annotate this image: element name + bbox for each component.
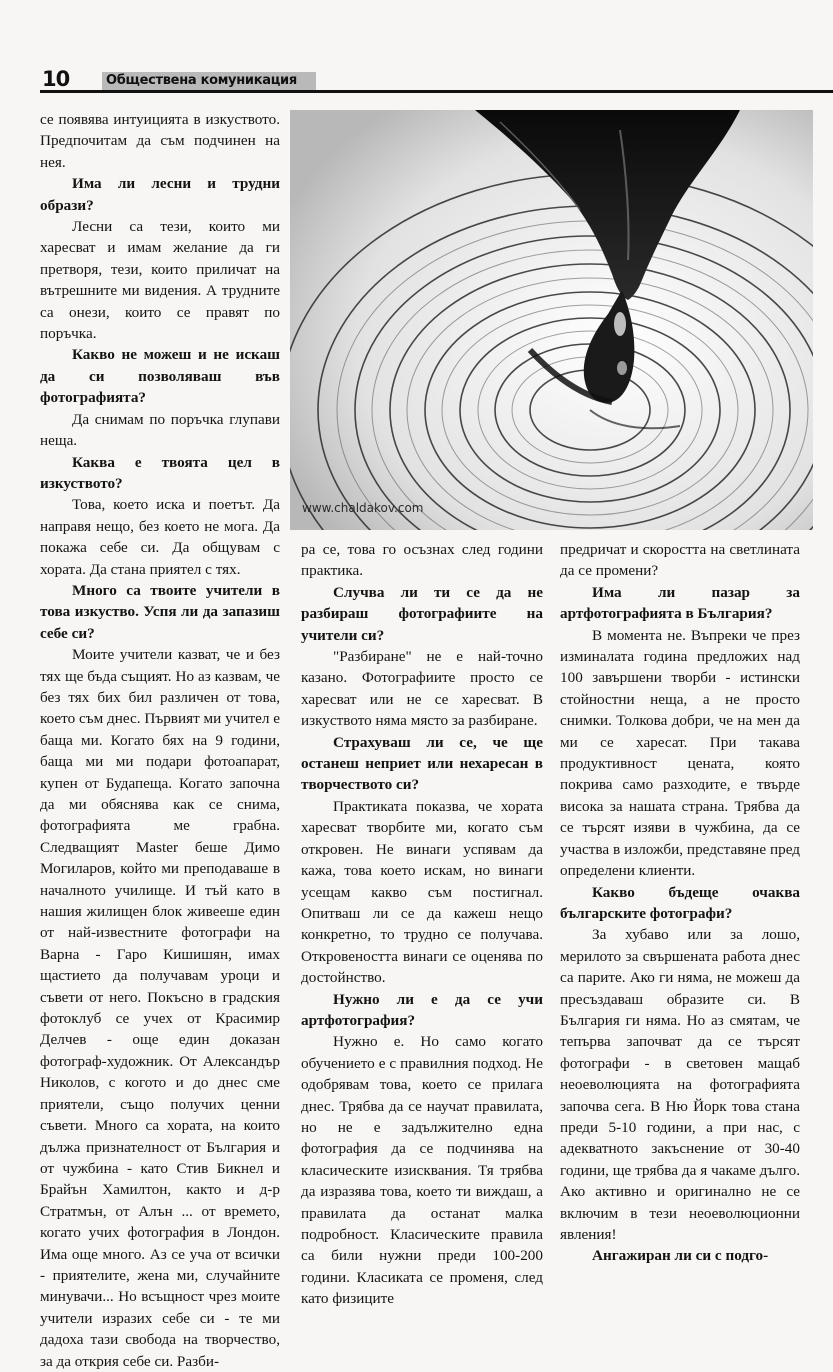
- interview-answer: Да снимам по поръчка глупави неща.: [40, 410, 280, 450]
- page-header: [40, 67, 833, 94]
- interview-answer: ра се, това го осъзнах след години практика.: [301, 541, 543, 580]
- interview-question: Страхуваш ли се, че ще останеш неприет или нехаресан в творчеството си?: [301, 733, 543, 794]
- interview-question: Случва ли ти се да не разбираш фотографиите на учители си?: [301, 583, 543, 644]
- interview-question: Има ли лесни и трудни образи?: [40, 175, 280, 214]
- article-column-3: [560, 539, 800, 1267]
- interview-answer: Практиката показва, че хората харесват творбите ми, когато съм откровен. Не винаги успявам да кажа, това което искам, но винаги усещам какво съм постигнал. Опитваш ли се да кажеш нещо конкретно, то трудно се получава. Откровеността винаги се оценява по достойнство.: [301, 797, 543, 987]
- interview-answer: За хубаво или за лошо, мерилото за свършената работа днес са парите. Ако ги няма, не можеш да пресъздаваш образите си. В България ги няма. Но аз смятам, че тепърва започват да се търсят фотографи - в световен мащаб неоеволюцията на фотографията започва сега. В Ню Йорк това стана преди 5-10 години, а при нас, с адекватното закъснение от 30-40 години, ще трябва да я чакаме дълго. Ако активно и оригинално не се включим в тези неоеволюционни явления!: [560, 926, 800, 1243]
- photo-credit: www.chaldakov.com: [302, 501, 424, 515]
- interview-answer: Това, което иска и поетът. Да направя нещо, без което не мога. Да покажа себе си. Да общувам с хората. Да стана приятел с тях.: [40, 496, 280, 578]
- interview-answer: "Разбиране" не е най-точно казано. Фотографиите просто се харесват или не се харесват. В изкуството няма място за разбиране.: [301, 648, 543, 730]
- section-title: Обществена комуникация: [106, 73, 297, 88]
- article-photo: [290, 110, 813, 530]
- interview-answer: Моите учители казват, че и без тях ще бъда същият. Но аз казвам, че без тях бих бил различен от това, което съм днес. Първият ми учител е баща ми. Когато бях на 9 години, баща ми ми подари фотоапарат, купен от Будапеща. Когато започна да ми обяснява как се снима, фотографията ме грабна. Следващият Master беше Димо Могиларов, който ми преподаваше в началното училище. И тъй като в нашия жилищен блок живееше един от най-известните фотографи на Варна - Гаро Кишишян, имах щастието да получавам уроци и съвети от него. Покъсно в градския фотоклуб се учех от Красимир Делчев - още един доказан фотограф-художник. От Александър Николов, с когото и до днес сме приятели, също получих ценни съвети. Много са хората, на които дължа признателност от България и от чужбина - като Стив Бикнел и Брайън Хамилтон, както и д-р Стратмън, от Алън ... от времето, когато учих фотография в Лондон. Има още много. Аз се уча от всички - приятелите, жена ми, случайните минувачи... Но всъщност чрез моите учители изразих себе си - те ми дадоха тази свобода на творчество, за да открия себе си. Разби-: [40, 646, 280, 1370]
- article-column-2: [301, 539, 543, 1310]
- header-rule: [40, 90, 833, 93]
- interview-question: Ангажиран ли си с подго-: [592, 1247, 769, 1265]
- interview-answer: предричат и скоростта на светлината да се промени?: [560, 541, 800, 580]
- interview-answer: Нужно е. Но само когато обучението е с правилния подход. Не одобрявам това, което се прилага днес. Трябва да се научат правилата, но не е задължително една фотография да се подчинява на класическите изисквания. Тя трябва да изразява това, което ти виждаш, а правилата да останат малка подробност. Класическите правила са били нужни преди 100-200 години. Класиката се променя, след като физиците: [301, 1033, 543, 1308]
- interview-question: Какво бъдеще очаква българските фотографи?: [560, 883, 800, 922]
- interview-answer: Лесни са тези, които ми харесват и имам желание да ги претворя, тези, които приличат на вътрешните ми видения. А трудните са онези, които се правят по поръчка.: [40, 218, 280, 343]
- interview-answer: В момента не. Въпреки че през изминалата година предложих над 100 завършени творби - истински стойностни неща, а не просто снимки. Толкова добри, че на мен да ми се харесат. При такава продуктивност цената, която покрива само разходите, е твърде висока за нашата страна. Трябва да се търсят изяви в чужбина, да се участва в изложби, представяне пред определени клиенти.: [560, 626, 800, 880]
- article-column-1: [40, 109, 280, 1372]
- masthead-watermark: [452, 4, 592, 56]
- interview-answer: се появява интуицията в изкуството. Предпочитам да съм подчинен на нея.: [40, 111, 280, 171]
- interview-question: Много са твоите учители в това изкуство. Успя ли да запазиш себе си?: [40, 581, 280, 642]
- interview-question: Какво не можеш и не искаш да си позволяваш във фотографията?: [40, 346, 280, 407]
- interview-question: Каква е твоята цел в изкуството?: [40, 453, 280, 492]
- page-number: 10: [42, 67, 70, 91]
- water-drop-image: [290, 110, 813, 530]
- interview-question: Нужно ли е да се учи артфотография?: [301, 990, 543, 1029]
- interview-question: Има ли пазар за артфотографията в България?: [560, 583, 800, 623]
